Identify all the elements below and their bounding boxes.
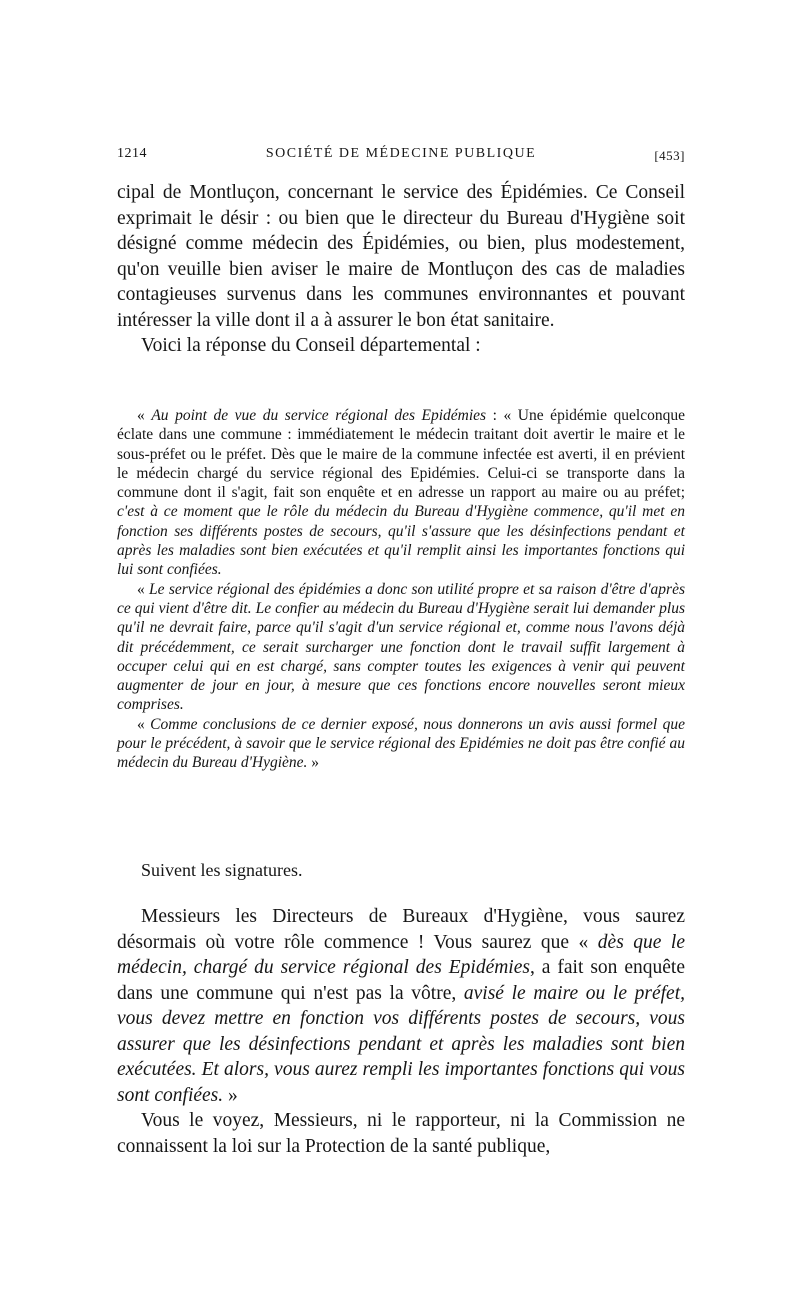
section-reference: [453] bbox=[654, 148, 685, 163]
quote-conclusion-italic: Comme conclusions de ce dernier exposé, nous donnerons un avis aussi formel que pour le précédent, à savoir que le service régional des Epidémies ne doit pas être confié au médecin du Bureau d'Hygiène. bbox=[117, 715, 686, 772]
page-number: 1214 bbox=[117, 146, 147, 161]
quote-paragraph-3 bbox=[117, 715, 685, 773]
running-title: SOCIÉTÉ DE MÉDECINE PUBLIQUE bbox=[265, 146, 537, 161]
body-text: , a fait son enquête dans une commune qui n'est pas la vôtre, bbox=[117, 957, 685, 1004]
quote-paragraph-1 bbox=[117, 406, 685, 580]
quote-heading-italic: Au point de vue du service régional des Epidémies bbox=[151, 407, 487, 424]
italic-quote-2: avisé le maire ou le préfet, vous devez mettre en fonction vos différents postes de secours, vous assurer que les désinfections pendant et après les maladies sont bien exécutées. Et alors, vous aurez rempli les importantes fonctions qui vous sont confiées. bbox=[117, 982, 686, 1106]
italic-quote-1: dès que le médecin, chargé du service régional des Epidémies bbox=[117, 931, 685, 978]
quote-body-text: : « Une épidémie quelconque éclate dans une commune : immédiatement le médecin traitant doit avertir le maire et le sous-préfet ou le préfet. Dès que le maire de la commune infectée est averti, il en prévient le médecin chargé du service régional des Epidémies. Celui-ci se transporte dans la commune dont il s'agit, fait son enquête et en adresse un rapport au maire ou au préfet; bbox=[117, 407, 685, 502]
quote-open-mark: « bbox=[137, 715, 151, 733]
quote-paragraph-2 bbox=[117, 580, 685, 715]
page-header bbox=[117, 146, 685, 170]
quote-emphasis-italic: c'est à ce moment que le rôle du médecin du Bureau d'Hygiène commence, qu'il met en fonction ses différents postes de secours, qu'il s'assure que les désinfections pendant et après les maladies sont bien exécutées et qu'il remplit ainsi les importantes fonctions qui lui sont confiées. bbox=[117, 503, 685, 579]
closing-paragraph-2: Vous le voyez, Messieurs, ni le rapporteur, ni la Commission ne connaissent la loi sur la Protection de la santé publique, bbox=[117, 1110, 685, 1157]
signatures-line bbox=[117, 858, 685, 882]
council-response-quote bbox=[117, 406, 685, 773]
quote-open-mark: « bbox=[137, 407, 152, 424]
quote-close-mark: » bbox=[223, 1084, 238, 1106]
closing-paragraphs bbox=[117, 904, 685, 1159]
quote-intro: Voici la réponse du Conseil départemental : bbox=[141, 335, 481, 356]
quote-italic-text: Le service régional des épidémies a donc son utilité propre et sa raison d'être d'après ce qui vient d'être dit. Le confier au médecin du Bureau d'Hygiène serait lui demander plus qu'il ne devrait faire, parce qu'il s'agit d'un service régional et, comme nous l'avons déjà dit précédemment, ce serait surcharger une fonction dont le travail suffit largement à occuper celui qui en est chargé, sans compter toutes les exigences à venir qui peuvent augmenter de jour en jour, à mesure que ces fonctions encore nouvelles seront mieux comprises. bbox=[117, 580, 685, 714]
quote-close-mark: » bbox=[307, 754, 320, 772]
closing-paragraph-1 bbox=[117, 904, 685, 1108]
body-text: Messieurs les Directeurs de Bureaux d'Hygiène, vous saurez désormais où votre rôle commence ! Vous saurez que « bbox=[117, 906, 685, 953]
opening-paragraph bbox=[117, 180, 685, 359]
quote-open-mark: « bbox=[137, 580, 150, 598]
continuation-paragraph: cipal de Montluçon, concernant le service des Épidémies. Ce Conseil exprimait le désir : ou bien que le directeur du Bureau d'Hygiène soit désigné comme médecin des Épidémies, ou bien, plus modestement, qu'on veuille bien aviser le maire de Montluçon des cas de maladies contagieuses survenus dans les communes environnantes et pouvant intéresser la ville dont il a à assurer le bon état sanitaire. bbox=[117, 182, 685, 331]
signatures-text: Suivent les signatures. bbox=[141, 860, 303, 880]
